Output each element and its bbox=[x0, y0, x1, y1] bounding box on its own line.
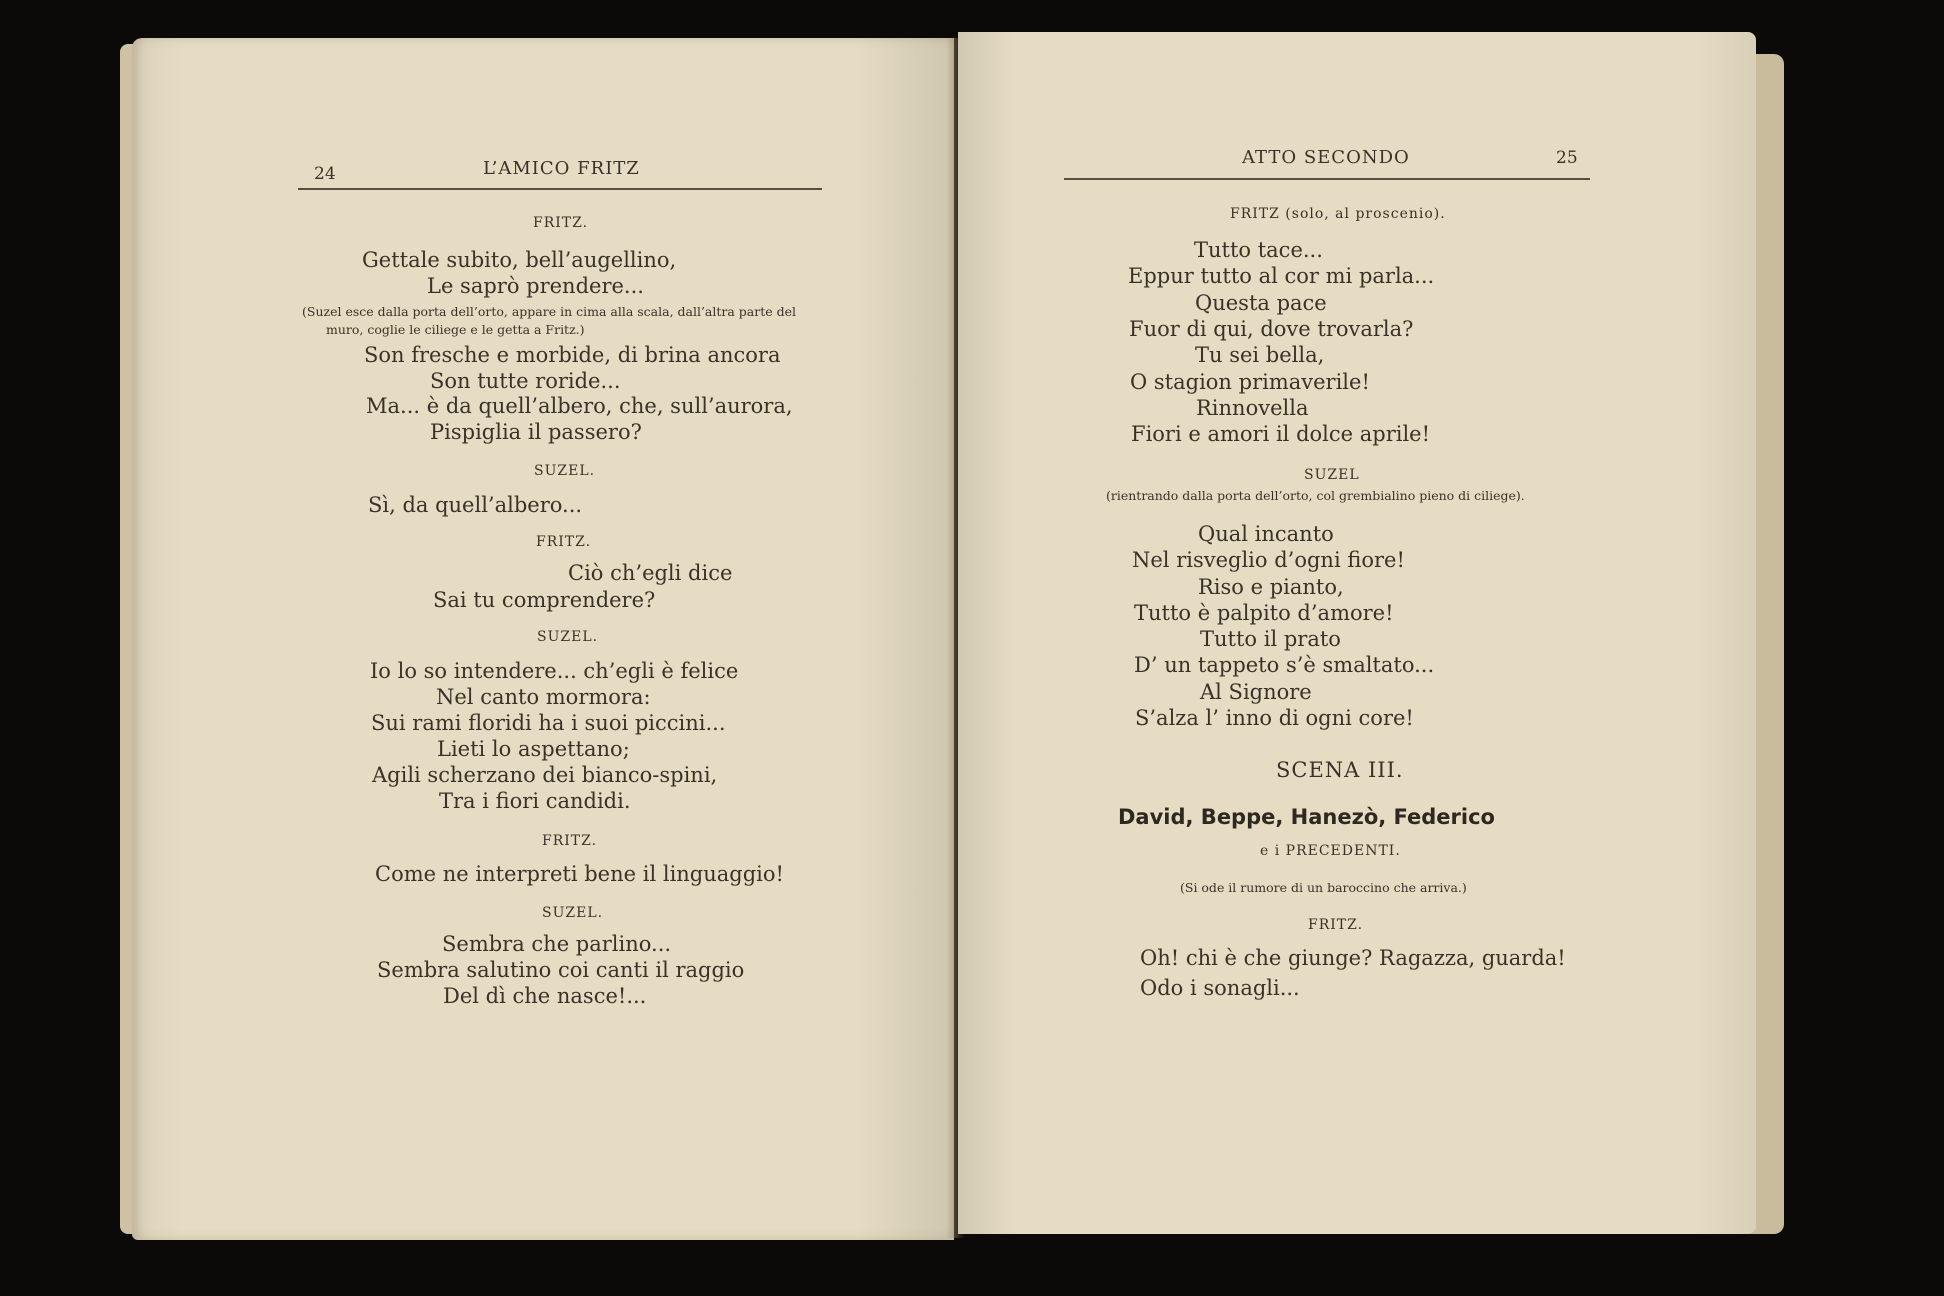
verse-line: Eppur tutto al cor mi parla... bbox=[1128, 264, 1435, 288]
cast-list: David, Beppe, Hanezò, Federico bbox=[1118, 805, 1495, 829]
stage-direction: (rientrando dalla porta dell’orto, col grembialino pieno di ciliege). bbox=[1106, 488, 1525, 503]
verse-line: Sembra salutino coi canti il raggio bbox=[377, 958, 745, 982]
verse-line: Oh! chi è che giunge? Ragazza, guarda! bbox=[1140, 946, 1566, 970]
verse-line: Questa pace bbox=[1195, 291, 1327, 315]
verse-line: Sembra che parlino... bbox=[442, 932, 672, 956]
right-page-number: 25 bbox=[1556, 148, 1578, 168]
verse-line: D’ un tappeto s’è smaltato... bbox=[1134, 653, 1435, 677]
stage-direction: (Suzel esce dalla porta dell’orto, appare in cima alla scala, dall’altra parte del bbox=[302, 304, 797, 319]
speaker-label: FRITZ. bbox=[1308, 917, 1364, 933]
speaker-label: FRITZ. bbox=[542, 833, 598, 849]
verse-line: Sai tu comprendere? bbox=[433, 588, 656, 612]
verse-line: Odo i sonagli... bbox=[1140, 976, 1300, 1000]
right-running-head: ATTO SECONDO bbox=[1242, 147, 1410, 168]
verse-line: Ma... è da quell’albero, che, sull’aurora, bbox=[366, 394, 793, 418]
verse-line: Come ne interpreti bene il linguaggio! bbox=[375, 862, 784, 886]
right-header-rule bbox=[1064, 178, 1590, 180]
verse-line: Io lo so intendere... ch’egli è felice bbox=[370, 659, 739, 683]
verse-line: Rinnovella bbox=[1196, 396, 1309, 420]
verse-line: Riso e pianto, bbox=[1198, 575, 1344, 599]
verse-line: Nel risveglio d’ogni fiore! bbox=[1132, 548, 1405, 572]
verse-line: Al Signore bbox=[1200, 680, 1312, 704]
verse-line: Son tutte roride... bbox=[430, 369, 621, 393]
speaker-label: FRITZ. bbox=[536, 534, 592, 550]
left-running-head: L’AMICO FRITZ bbox=[483, 158, 640, 179]
left-page-number: 24 bbox=[314, 164, 336, 184]
verse-line: Fiori e amori il dolce aprile! bbox=[1131, 422, 1431, 446]
verse-line: Sui rami floridi ha i suoi piccini... bbox=[371, 711, 726, 735]
verse-line: Agili scherzano dei bianco-spini, bbox=[372, 763, 718, 787]
verse-line: Gettale subito, bell’augellino, bbox=[362, 248, 677, 272]
verse-line: Del dì che nasce!... bbox=[443, 984, 647, 1008]
verse-line: Tutto è palpito d’amore! bbox=[1134, 601, 1394, 625]
speaker-label: SUZEL bbox=[1304, 467, 1360, 483]
right-page bbox=[958, 32, 1756, 1234]
verse-line: Pispiglia il passero? bbox=[430, 420, 642, 444]
cast-subtitle: e i PRECEDENTI. bbox=[1260, 843, 1401, 859]
verse-line: O stagion primaverile! bbox=[1130, 370, 1370, 394]
speaker-label: FRITZ. bbox=[533, 215, 589, 231]
verse-line: Sì, da quell’albero... bbox=[368, 493, 583, 517]
verse-line: Qual incanto bbox=[1198, 522, 1334, 546]
left-page bbox=[132, 38, 954, 1240]
verse-line: Fuor di qui, dove trovarla? bbox=[1129, 317, 1414, 341]
verse-line: Ciò ch’egli dice bbox=[568, 561, 733, 585]
scene-heading: SCENA III. bbox=[1276, 758, 1404, 782]
stage-direction: muro, coglie le ciliege e le getta a Fritz.) bbox=[326, 322, 585, 337]
verse-line: Nel canto mormora: bbox=[436, 685, 651, 709]
verse-line: S’alza l’ inno di ogni core! bbox=[1135, 706, 1414, 730]
stage-direction: (Si ode il rumore di un baroccino che arriva.) bbox=[1180, 880, 1467, 895]
verse-line: Tutto il prato bbox=[1200, 627, 1341, 651]
verse-line: Son fresche e morbide, di brina ancora bbox=[364, 343, 781, 367]
speaker-label: SUZEL. bbox=[537, 629, 599, 645]
verse-line: Tra i fiori candidi. bbox=[439, 789, 631, 813]
left-header-rule bbox=[298, 188, 822, 190]
verse-line: Tutto tace... bbox=[1194, 238, 1323, 262]
speaker-label: FRITZ (solo, al proscenio). bbox=[1230, 206, 1446, 222]
verse-line: Lieti lo aspettano; bbox=[437, 737, 630, 761]
speaker-label: SUZEL. bbox=[534, 463, 596, 479]
verse-line: Tu sei bella, bbox=[1195, 343, 1325, 367]
speaker-label: SUZEL. bbox=[542, 905, 604, 921]
verse-line: Le saprò prendere... bbox=[427, 274, 644, 298]
